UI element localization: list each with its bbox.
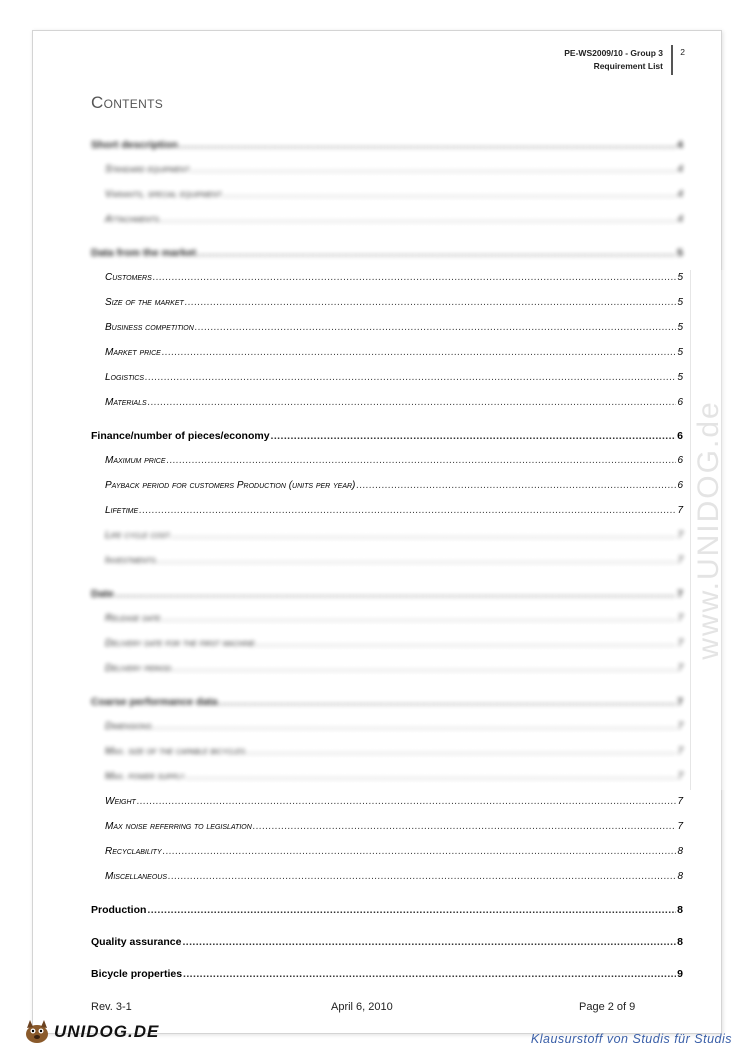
toc-entry-page: 7 <box>677 696 683 708</box>
toc-leader-dots <box>137 796 677 807</box>
unidog-logo <box>22 1016 160 1050</box>
toc-entry[interactable] <box>91 139 683 151</box>
toc-entry-label: Investments <box>105 555 156 566</box>
toc-entry-label: Attachments <box>105 214 159 225</box>
header-course: PE-WS2009/10 - Group 3 <box>564 48 663 58</box>
toc-entry-page: 7 <box>677 796 683 807</box>
toc-leader-dots <box>256 638 677 649</box>
toc-leader-dots <box>153 272 677 283</box>
toc-entry[interactable] <box>91 936 683 948</box>
toc-entry-page: 5 <box>677 247 683 259</box>
toc-entry[interactable] <box>91 272 683 283</box>
toc-leader-dots <box>219 696 677 708</box>
toc-leader-dots <box>163 846 677 857</box>
toc-entry-page: 8 <box>677 936 683 948</box>
toc-leader-dots <box>246 746 676 757</box>
header-divider <box>671 45 673 75</box>
toc-leader-dots <box>356 480 676 491</box>
toc-leader-dots <box>167 455 677 466</box>
toc-entry-label: Size of the market <box>105 297 184 308</box>
toc-entry-label: Delivery date for the first machine <box>105 638 255 649</box>
toc-entry[interactable] <box>91 214 683 225</box>
toc-entry-label: Release date <box>105 613 161 624</box>
toc-leader-dots <box>171 530 677 541</box>
toc-entry-label: Delivery period <box>105 663 172 674</box>
toc-entry-label: Short description <box>91 139 178 151</box>
toc-entry-label: Payback period for customers Production (units per year) <box>105 480 356 491</box>
toc-entry-label: Quality assurance <box>91 936 182 948</box>
toc-leader-dots <box>139 505 676 516</box>
toc-entry-label: Market price <box>105 347 161 358</box>
toc-entry[interactable] <box>91 638 683 649</box>
toc-entry-page: 5 <box>677 347 683 358</box>
toc-leader-dots <box>157 555 677 566</box>
toc-entry[interactable] <box>91 613 683 624</box>
toc-entry-label: Recyclability <box>105 846 162 857</box>
toc-entry-page: 5 <box>677 372 683 383</box>
toc-entry[interactable] <box>91 189 683 200</box>
toc-leader-dots <box>145 372 676 383</box>
toc-leader-dots <box>195 322 677 333</box>
dog-mascot-icon <box>22 1016 52 1046</box>
toc-entry-page: 4 <box>677 139 683 151</box>
toc-entry[interactable] <box>91 555 683 566</box>
toc-entry[interactable] <box>91 846 683 857</box>
toc-entry-page: 8 <box>677 904 683 916</box>
toc-entry-page: 4 <box>677 189 683 200</box>
toc-entry[interactable] <box>91 505 683 516</box>
toc-entry[interactable] <box>91 904 683 916</box>
toc-leader-dots <box>190 164 676 175</box>
toc-leader-dots <box>153 721 677 732</box>
toc-entry[interactable] <box>91 968 683 980</box>
toc-entry-page: 7 <box>677 530 683 541</box>
toc-leader-dots <box>182 936 676 948</box>
toc-entry[interactable] <box>91 663 683 674</box>
toc-entry-page: 6 <box>677 480 683 491</box>
toc-leader-dots <box>148 397 677 408</box>
toc-entry-page: 5 <box>677 322 683 333</box>
toc-entry-label: Bicycle properties <box>91 968 183 980</box>
watermark-strip <box>690 270 727 790</box>
toc-leader-dots <box>162 347 677 358</box>
toc-entry-page: 5 <box>677 272 683 283</box>
toc-entry-page: 9 <box>677 968 683 980</box>
toc-entry-label: Max. size of the capable bicycles <box>105 746 246 757</box>
toc-entry[interactable] <box>91 397 683 408</box>
tagline: Klausurstoff von Studis für Studis <box>530 1032 732 1046</box>
toc-entry-label: Dimensions <box>105 721 152 732</box>
logo-wordmark: UNIDOG.DE <box>54 1022 160 1041</box>
toc-entry-label: Life cycle cost <box>105 530 170 541</box>
toc-entry-page: 8 <box>677 871 683 882</box>
toc-entry[interactable] <box>91 746 683 757</box>
toc-entry-page: 7 <box>677 505 683 516</box>
toc-entry-page: 6 <box>677 397 683 408</box>
toc-entry-label: Variants, special equipment <box>105 189 222 200</box>
toc-entry[interactable] <box>91 430 683 442</box>
toc-entry-label: Maximum price <box>105 455 166 466</box>
toc-entry-label: Max. power supply <box>105 771 185 782</box>
header-doc-title: Requirement List <box>593 61 663 71</box>
toc-leader-dots <box>115 588 676 600</box>
toc-entry[interactable] <box>91 530 683 541</box>
document-page <box>32 30 722 1034</box>
toc-entry[interactable] <box>91 322 683 333</box>
toc-entry-label: Materials <box>105 397 147 408</box>
toc-entry-label: Weight <box>105 796 136 807</box>
toc-leader-dots <box>160 214 676 225</box>
toc-leader-dots <box>197 247 676 259</box>
running-header <box>564 47 663 73</box>
toc-entry-label: Logistics <box>105 372 145 383</box>
toc-entry[interactable] <box>91 297 683 308</box>
toc-leader-dots <box>223 189 677 200</box>
toc-entry[interactable] <box>91 247 683 259</box>
toc-entry[interactable] <box>91 771 683 782</box>
footer-date: April 6, 2010 <box>331 1001 393 1013</box>
contents-title: Contents <box>91 93 164 112</box>
toc-entry-page: 7 <box>677 555 683 566</box>
toc-entry[interactable] <box>91 871 683 882</box>
toc-entry-label: Customers <box>105 272 152 283</box>
toc-entry-page: 6 <box>677 430 683 442</box>
toc-entry-label: Standard equipment <box>105 164 190 175</box>
footer-revision: Rev. 3-1 <box>91 1001 132 1013</box>
toc-entry[interactable] <box>91 455 683 466</box>
toc-leader-dots <box>271 430 677 442</box>
toc-entry-page: 7 <box>677 613 683 624</box>
toc-entry-page: 4 <box>677 214 683 225</box>
toc-entry-label: Business competition <box>105 322 194 333</box>
toc-entry[interactable] <box>91 480 683 491</box>
watermark-text: www.UNIDOG.de <box>692 400 725 660</box>
toc-entry-page: 7 <box>677 721 683 732</box>
toc-entry[interactable] <box>91 721 683 732</box>
toc-leader-dots <box>183 968 676 980</box>
toc-entry[interactable] <box>91 588 683 600</box>
toc-entry-label: Lifetime <box>105 505 139 516</box>
toc-leader-dots <box>168 871 676 882</box>
toc-entry[interactable] <box>91 164 683 175</box>
toc-leader-dots <box>253 821 677 832</box>
toc-entry-page: 4 <box>677 164 683 175</box>
toc-entry-label: Production <box>91 904 147 916</box>
toc-entry-page: 5 <box>677 297 683 308</box>
toc-entry-label: Max noise referring to legislation <box>105 821 252 832</box>
toc-leader-dots <box>185 771 676 782</box>
footer-page: Page 2 of 9 <box>579 1001 636 1013</box>
toc-leader-dots <box>147 904 676 916</box>
toc-entry-page: 7 <box>677 663 683 674</box>
toc-leader-dots <box>161 613 676 624</box>
toc-entry-page: 7 <box>677 821 683 832</box>
toc-leader-dots <box>172 663 676 674</box>
toc-leader-dots <box>185 297 677 308</box>
toc-entry[interactable] <box>91 372 683 383</box>
toc-entry[interactable] <box>91 821 683 832</box>
toc-entry-label: Miscellaneous <box>105 871 168 882</box>
toc-entry[interactable] <box>91 347 683 358</box>
toc-entry-label: Data from the market <box>91 247 197 259</box>
toc-entry-label: Date <box>91 588 114 600</box>
header-page-number: 2 <box>680 47 685 57</box>
toc-entry-page: 7 <box>677 638 683 649</box>
toc-entry-page: 7 <box>677 746 683 757</box>
toc-entry-label: Coarse performance data <box>91 696 218 708</box>
toc-entry-page: 7 <box>677 771 683 782</box>
toc-entry-page: 8 <box>677 846 683 857</box>
toc-entry-page: 7 <box>677 588 683 600</box>
toc-leader-dots <box>179 139 676 151</box>
toc-entry[interactable] <box>91 696 683 708</box>
toc-entry[interactable] <box>91 796 683 807</box>
toc-entry-label: Finance/number of pieces/economy <box>91 430 270 442</box>
toc-entry-page: 6 <box>677 455 683 466</box>
